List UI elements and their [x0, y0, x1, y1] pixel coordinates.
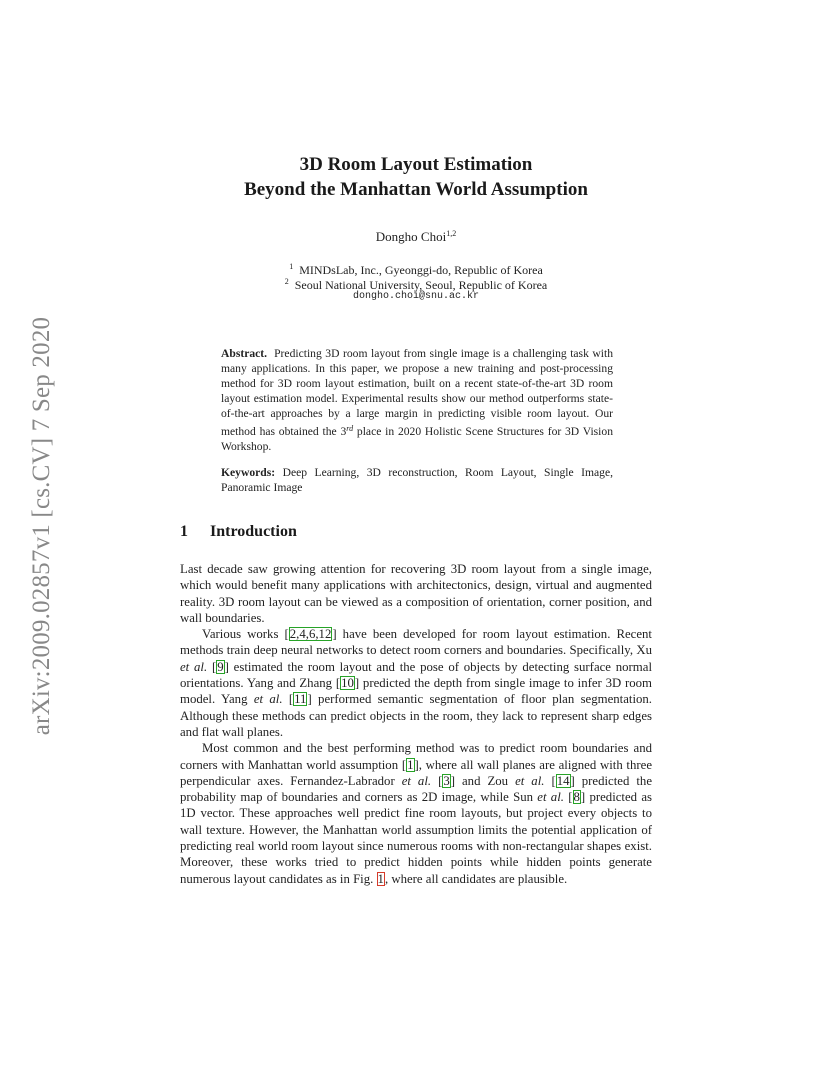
section-heading-introduction	[180, 523, 652, 541]
text-run: , where all candidates are plausible.	[384, 871, 568, 886]
keywords-text: Deep Learning, 3D reconstruction, Room Layout, Single Image, Panoramic Image	[221, 466, 613, 494]
section-title: Introduction	[210, 523, 297, 540]
figure-reference-link[interactable]: 1	[377, 871, 384, 886]
et-al-italic: et al.	[180, 659, 208, 674]
text-run: predicted as 1D vector. These approaches well predict fine room layouts, but project every objects to wall texture. However, the Manhattan world assumption limits the potential application of predicting real world room layout since numerous rooms with non-rectangular shapes exist. Moreover, these works tried to predict hidden points while hidden points generate numerous layout candidates as in Fig.	[180, 790, 653, 886]
citation-link[interactable]: 11	[294, 692, 307, 707]
text-run: predicted the depth from single image to infer 3D room model. Yang	[180, 676, 652, 707]
abstract-superscript: rd	[346, 424, 354, 433]
text-run: Most common and the best performing method was to predict room boundaries and corners with Manhattan world assumption	[180, 741, 652, 772]
citation-link[interactable]: 8	[573, 790, 580, 805]
et-al-italic: et al.	[401, 773, 432, 788]
author-line	[180, 229, 652, 245]
keywords	[221, 465, 613, 495]
introduction-body	[180, 561, 652, 887]
text-run: and Zou	[455, 773, 516, 788]
paragraph-2: Various works [2,4,6,12] have been developed for room layout estimation. Recent methods train deep neural networks to detect room corners and boundaries. Specifically, Xu et al. [9] estimated the room layout and the pose of objects by detecting surface normal orientations. Yang and Zhang [10] predicted the depth from single image to infer 3D room model. Yang et al. [11] performed semantic segmentation of floor plan segmentation. Although these methods can predict objects in the room, they lack to represent sharp edges and flat wall planes.	[180, 627, 653, 739]
paragraph-3: Most common and the best performing method was to predict room boundaries and corners with Manhattan world assumption [1], where all wall planes are aligned with three perpendicular axes. Fernandez-Labrador et al. [3] and Zou et al. [14] predicted the probability map of boundaries and corners as 2D image, while Sun et al. [8] predicted as 1D vector. These approaches well predict fine room layouts, but project every objects to wall texture. However, the Manhattan world assumption limits the potential application of predicting real world room layout since numerous rooms with non-rectangular shapes exist. Moreover, these works tried to predict hidden points while hidden points generate numerous layout candidates as in Fig. 1, where all candidates are plausible.	[180, 741, 653, 886]
paper-title-line-1: 3D Room Layout Estimation	[299, 154, 533, 175]
author-affiliation-marks: 1,2	[446, 229, 457, 238]
author-name: Dongho Choi	[375, 229, 447, 244]
et-al-italic: et al.	[253, 692, 283, 707]
abstract	[221, 346, 613, 454]
arxiv-identifier-text: arXiv:2009.02857v1 [cs.CV] 7 Sep 2020	[28, 316, 55, 736]
keywords-label: Keywords:	[221, 466, 276, 479]
text-run: Various works	[202, 627, 285, 642]
citation-link[interactable]: 9	[217, 659, 224, 674]
text-run: estimated the room layout and the pose of objects by detecting surface normal orientations. Yang and Zhang	[180, 659, 652, 691]
et-al-italic: et al.	[515, 773, 545, 788]
text-run: have been developed for room layout estimation. Recent methods train deep neural networks to detect room corners and boundaries. Specifically, Xu	[180, 627, 652, 658]
abstract-text: Predicting 3D room layout from single image is a challenging task with many applications. In this paper, we propose a new training and post-processing method for 3D room layout estimation, built on a recent state-of-the-art 3D room layout estimation model. Experimental results show our method outperforms state-of-the-art approaches by a large margin in predicting visible room layout. Our method has obtained the 3	[221, 347, 614, 438]
section-number: 1	[180, 523, 188, 540]
affiliation-1-mark: 1	[289, 262, 294, 271]
affiliation-2-mark: 2	[284, 277, 289, 286]
author-email[interactable]: dongho.choi@snu.ac.kr	[352, 291, 480, 302]
citation-link[interactable]: 14	[556, 773, 570, 788]
text-run: predicted the probability map of boundaries and corners as 2D image, while Sun	[180, 773, 652, 805]
citation-link[interactable]: 2,4,6,12	[289, 627, 332, 642]
arxiv-identifier-stamp	[22, 296, 62, 756]
paper-title-line-2: Beyond the Manhattan World Assumption	[244, 179, 588, 200]
abstract-text-end: place in 2020 Holistic Scene Structures for 3D Vision Workshop.	[221, 425, 613, 453]
text-run: , where all wall planes are aligned with three perpendicular axes. Fernandez-Labrador	[180, 757, 652, 788]
citation-link[interactable]: 3	[443, 773, 450, 788]
paragraph-1: Last decade saw growing attention for recovering 3D room layout from a single image, which would benefit many applications with architectonics, design, virtual and augmented reality. 3D room layout can be viewed as a composition of orientation, corner position, and wall boundaries.	[180, 562, 652, 625]
affiliation-1-text: MINDsLab, Inc., Gyeonggi-do, Republic of Korea	[299, 263, 543, 277]
et-al-italic: et al.	[537, 790, 564, 805]
abstract-label: Abstract.	[221, 347, 268, 360]
affiliation-2-text: Seoul National University, Seoul, Republic of Korea	[294, 278, 548, 292]
citation-link[interactable]: 1	[407, 757, 414, 772]
text-run: performed semantic segmentation of floor plan segmentation. Although these methods can predict objects in the room, they lack to represent sharp edges and flat wall planes.	[180, 692, 653, 739]
citation-link[interactable]: 10	[341, 676, 354, 691]
